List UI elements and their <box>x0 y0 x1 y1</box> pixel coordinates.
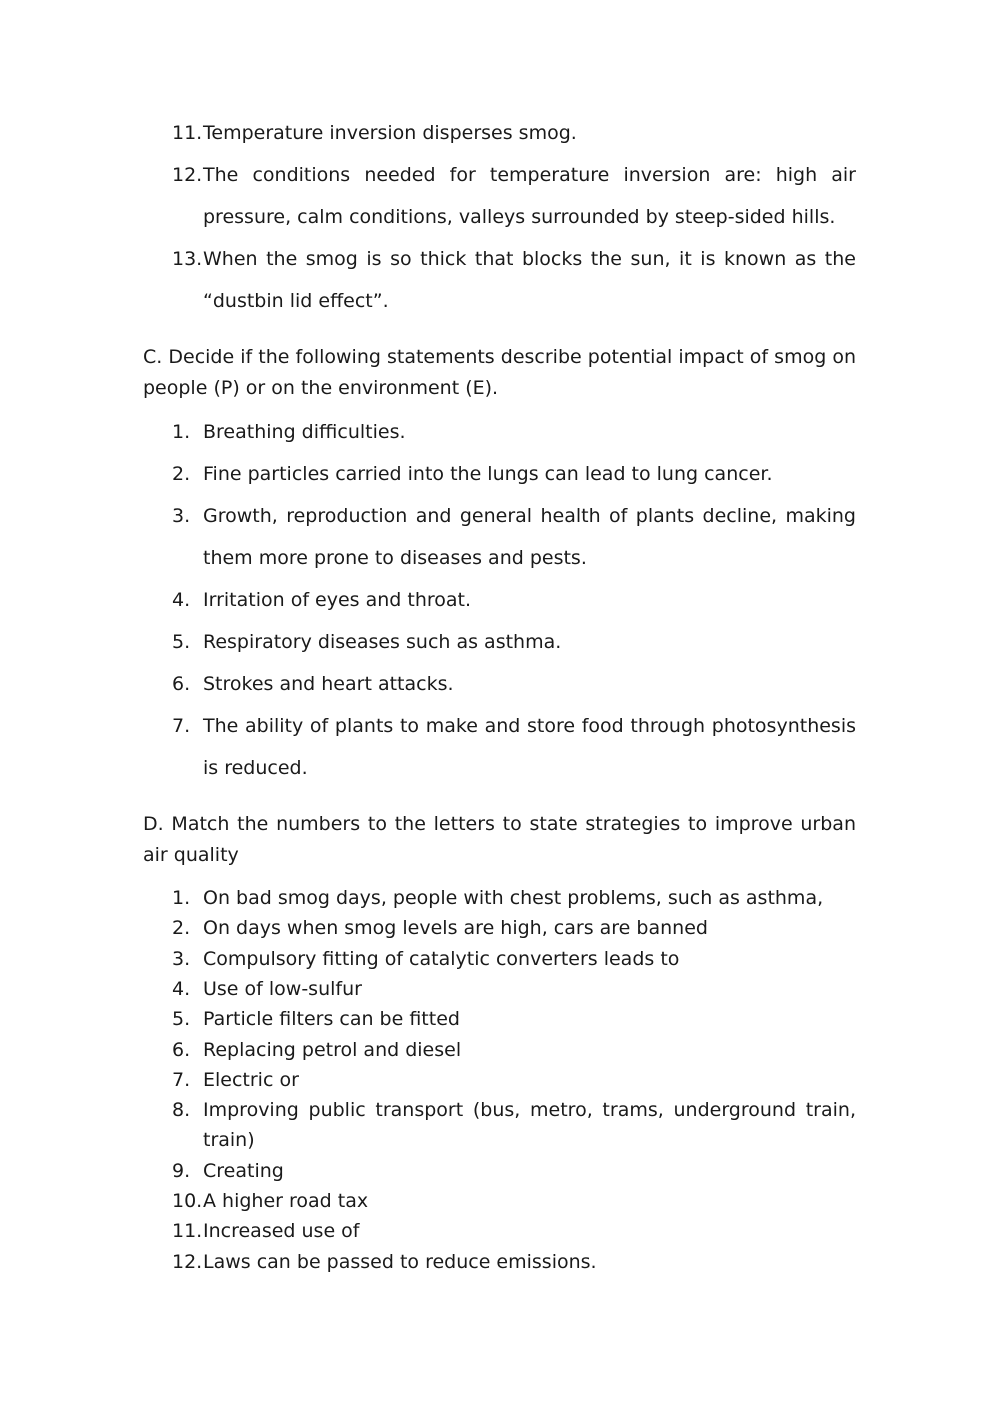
section-c-heading: people (P) or on the environment (E). <box>143 377 499 399</box>
item-text: On days when smog levels are high, cars are banned <box>203 917 708 939</box>
item-text: Use of low-sulfur <box>203 978 362 1000</box>
item-text: Temperature inversion disperses smog. <box>203 122 577 144</box>
item-number: 5. <box>172 631 191 653</box>
item-text: “dustbin lid effect”. <box>203 290 389 312</box>
item-text: Electric or <box>203 1069 299 1091</box>
item-number: 9. <box>172 1160 191 1182</box>
item-number: 7. <box>172 1069 191 1091</box>
item-text: Respiratory diseases such as asthma. <box>203 631 562 653</box>
item-text: pressure, calm conditions, valleys surrounded by steep-sided hills. <box>203 206 836 228</box>
item-text: On bad smog days, people with chest problems, such as asthma, <box>203 887 824 909</box>
item-number: 3. <box>172 505 191 527</box>
item-text: The ability of plants to make and store food through photosynthesis <box>203 715 856 737</box>
item-text: When the smog is so thick that blocks the sun, it is known as the <box>203 248 856 270</box>
item-number: 3. <box>172 948 191 970</box>
item-text: them more prone to diseases and pests. <box>203 547 587 569</box>
item-text: Increased use of <box>203 1220 360 1242</box>
item-text: Fine particles carried into the lungs can lead to lung cancer. <box>203 463 773 485</box>
item-text: train) <box>203 1129 255 1151</box>
item-number: 10. <box>172 1190 203 1212</box>
item-text: Laws can be passed to reduce emissions. <box>203 1251 597 1273</box>
item-number: 8. <box>172 1099 191 1121</box>
item-text: is reduced. <box>203 757 308 779</box>
item-text: Creating <box>203 1160 284 1182</box>
item-text: Irritation of eyes and throat. <box>203 589 472 611</box>
section-c-heading: C. Decide if the following statements describe potential impact of smog on <box>143 346 856 368</box>
item-text: Compulsory fitting of catalytic converters leads to <box>203 948 680 970</box>
item-number: 4. <box>172 978 191 1000</box>
item-number: 1. <box>172 421 191 443</box>
item-text: Improving public transport (bus, metro, trams, underground train, <box>203 1099 856 1121</box>
item-number: 5. <box>172 1008 191 1030</box>
item-number: 12. <box>172 1251 203 1273</box>
section-d-heading: air quality <box>143 844 239 866</box>
item-text: The conditions needed for temperature inversion are: high air <box>203 164 856 186</box>
item-number: 1. <box>172 887 191 909</box>
item-number: 11. <box>172 122 203 144</box>
item-number: 2. <box>172 917 191 939</box>
item-text: Breathing difficulties. <box>203 421 406 443</box>
item-number: 12. <box>172 164 203 186</box>
item-text: Strokes and heart attacks. <box>203 673 454 695</box>
item-number: 13. <box>172 248 203 270</box>
item-number: 6. <box>172 673 191 695</box>
item-number: 11. <box>172 1220 203 1242</box>
item-number: 6. <box>172 1039 191 1061</box>
item-number: 2. <box>172 463 191 485</box>
item-number: 4. <box>172 589 191 611</box>
section-d-heading: D. Match the numbers to the letters to state strategies to improve urban <box>143 813 856 835</box>
item-text: Growth, reproduction and general health of plants decline, making <box>203 505 856 527</box>
item-number: 7. <box>172 715 191 737</box>
item-text: A higher road tax <box>203 1190 369 1212</box>
item-text: Replacing petrol and diesel <box>203 1039 462 1061</box>
item-text: Particle filters can be fitted <box>203 1008 460 1030</box>
